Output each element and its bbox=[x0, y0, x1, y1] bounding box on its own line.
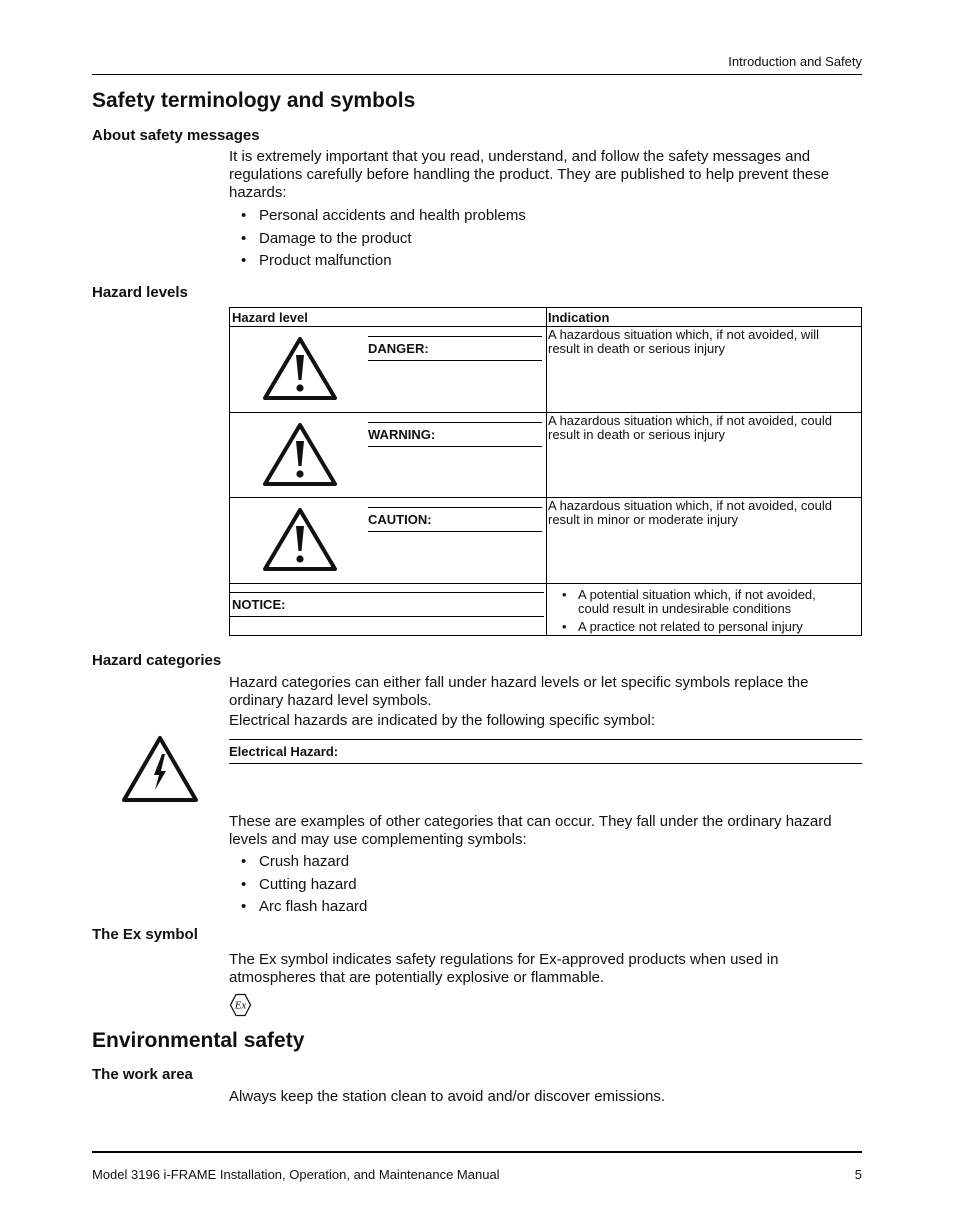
running-header: Introduction and Safety bbox=[728, 54, 862, 69]
electrical-hazard-icon bbox=[121, 734, 199, 804]
list-item: • Cutting hazard bbox=[229, 876, 367, 899]
signal-word-caution: CAUTION: bbox=[368, 512, 432, 527]
list-item: • Damage to the product bbox=[229, 230, 526, 253]
indication-danger: A hazardous situation which, if not avoided, will result in death or serious injury bbox=[548, 327, 819, 356]
section-title-environmental-safety: Environmental safety bbox=[92, 1029, 305, 1052]
section-title-safety-terminology: Safety terminology and symbols bbox=[92, 89, 416, 112]
signal-word-danger: DANGER: bbox=[368, 341, 429, 356]
svg-text:Ex: Ex bbox=[234, 999, 247, 1012]
footer-manual-title: Model 3196 i-FRAME Installation, Operation, and Maintenance Manual bbox=[92, 1167, 500, 1182]
warning-triangle-icon bbox=[262, 335, 338, 401]
table-row-notice bbox=[230, 583, 861, 635]
list-item: • Personal accidents and health problems bbox=[229, 207, 526, 230]
list-item: • Arc flash hazard bbox=[229, 898, 367, 921]
categories-paragraph-3: These are examples of other categories that can occur. They fall under the ordinary hazard levels and may use complementing symbols: bbox=[229, 813, 832, 848]
column-header-hazard-level: Hazard level bbox=[232, 310, 308, 325]
page-number: 5 bbox=[854, 1167, 862, 1182]
signal-word-notice: NOTICE: bbox=[232, 597, 286, 612]
electrical-hazard-label: Electrical Hazard: bbox=[229, 744, 339, 759]
hazards-list bbox=[229, 207, 526, 275]
notice-indication-list bbox=[560, 588, 840, 638]
warning-triangle-icon bbox=[262, 506, 338, 572]
hazard-levels-table bbox=[229, 307, 862, 636]
heading-work-area: The work area bbox=[92, 1066, 193, 1083]
footer-rule bbox=[92, 1151, 862, 1153]
list-item: • A potential situation which, if not avoided, could result in undesirable conditions bbox=[560, 588, 840, 616]
indication-caution: A hazardous situation which, if not avoided, could result in minor or moderate injury bbox=[548, 498, 833, 527]
other-categories-list bbox=[229, 853, 367, 921]
column-header-indication: Indication bbox=[548, 310, 610, 325]
table-row-danger bbox=[230, 326, 861, 413]
list-item: • Crush hazard bbox=[229, 853, 367, 876]
list-item: • A practice not related to personal injury bbox=[560, 620, 840, 634]
about-paragraph: It is extremely important that you read, understand, and follow the safety messages and regulations carefully before handling the product. They are published to help prevent these hazards: bbox=[229, 148, 830, 201]
indication-warning: A hazardous situation which, if not avoided, could result in death or serious injury bbox=[548, 413, 833, 442]
table-header bbox=[230, 308, 861, 327]
signal-word-warning: WARNING: bbox=[368, 427, 436, 442]
list-item: • Product malfunction bbox=[229, 252, 526, 275]
electrical-hazard-rule-bottom bbox=[229, 763, 862, 764]
heading-hazard-categories: Hazard categories bbox=[92, 652, 222, 669]
table-row-caution bbox=[230, 497, 861, 584]
ex-symbol-icon bbox=[229, 993, 252, 1017]
electrical-hazard-rule-top bbox=[229, 739, 862, 740]
categories-paragraph-1: Hazard categories can either fall under hazard levels or let specific symbols replace the ordinary hazard level symbols. bbox=[229, 674, 809, 709]
work-area-paragraph: Always keep the station clean to avoid and/or discover emissions. bbox=[229, 1088, 666, 1105]
heading-hazard-levels: Hazard levels bbox=[92, 284, 188, 301]
heading-about-safety-messages: About safety messages bbox=[92, 127, 260, 144]
warning-triangle-icon bbox=[262, 421, 338, 487]
table-row-warning bbox=[230, 412, 861, 498]
header-rule bbox=[92, 74, 862, 75]
categories-paragraph-2: Electrical hazards are indicated by the following specific symbol: bbox=[229, 712, 656, 729]
ex-paragraph: The Ex symbol indicates safety regulations for Ex-approved products when used in atmospheres that are potentially explosive or flammable. bbox=[229, 951, 779, 986]
heading-ex-symbol: The Ex symbol bbox=[92, 926, 198, 943]
